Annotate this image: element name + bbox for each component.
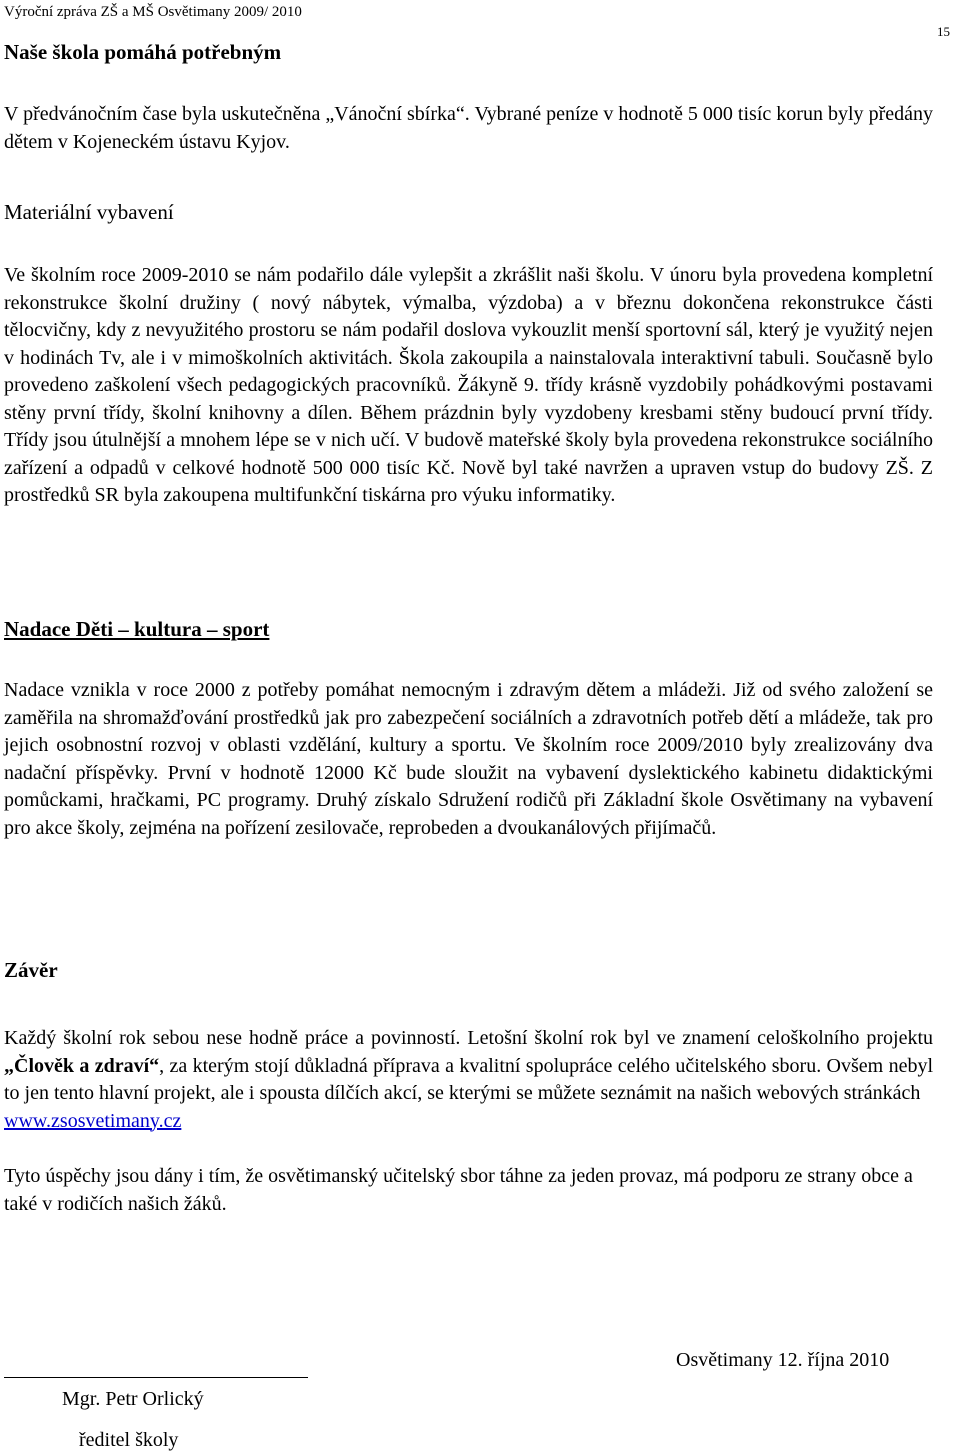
page-number: 15 (937, 24, 950, 39)
running-header: Výroční zpráva ZŠ a MŠ Osvětimany 2009/ 2010 (4, 4, 302, 20)
signature-line (4, 1377, 308, 1378)
conclusion-text-end: , za kterým stojí důkladná příprava a kvalitní spolupráce celého učitelského sboru. Ovšem nebyl to jen tento hlavní projekt, ale i spousta dílčích akcí, se kterými se můžete seznámit na našich webových stránkách (4, 1054, 934, 1104)
conclusion-text-start: Každý školní rok sebou nese hodně práce a povinností. Letošní školní rok byl ve znamení celoškolního projektu (4, 1027, 933, 1049)
section-heading-help: Naše škola pomáhá potřebným (4, 40, 282, 64)
paragraph-foundation: Nadace vznikla v roce 2000 z potřeby pomáhat nemocným i zdravým dětem a mládeži. Již od svého založení se zaměřila na shromažďování prostředků jak pro zabezpečení sociálních a zdravotních potřeb dětí a mládeže, tak pro jejich osobnostní rozvoj v oblasti vzdělání, kultury a sportu. Ve školním roce 2009/2010 byly zrealizovány dva nadační příspěvky. První v hodnotě 12000 Kč bude sloužit na vybavení dyslektického kabinetu didaktickými pomůckami, hračkami, PC programy. Druhý získalo Sdružení rodičů při Základní škole Osvětimany na vybavení pro akce školy, zejména na pořízení zesilovače, reprobeden a dvoukanálových přijímačů. (4, 679, 933, 839)
paragraph-conclusion (4, 1025, 933, 1135)
project-name: „Člověk a zdraví“ (4, 1054, 160, 1077)
paragraph-equipment: Ve školním roce 2009-2010 se nám podařilo dále vylepšit a zkrášlit naši školu. V únoru byla provedena kompletní rekonstrukce školní družiny ( nový nábytek, výmalba, výzdoba) a v březnu dokončena rekonstrukce části tělocvičny, kdy z nevyužitého prostoru se nám podařil doslova vykouzlit menší sportovní sál, který je využitý nejen v hodinách Tv, ale i v mimoškolních aktivitách. Škola zakoupila a nainstalovala interaktivní tabuli. Současně bylo provedeno zaškolení všech pedagogických pracovníků. Žákyně 9. třídy krásně vyzdobily pohádkovými postavami stěny první třídy, školní knihovny a dílen. Během prázdnin byly vyzdobeny kresbami stěny budoucí první třídy. Třídy jsou útulnější a mnohem lépe se v nich učí. V budově mateřské školy byla provedena rekonstrukce sociálního zařízení a odpadů v celkové hodnotě 500 000 tisíc Kč. Nově byl také navržen a upraven vstup do budovy ZŠ. Z prostředků SR byla zakoupena multifunkční tiskárna pro výuku informatiky. (4, 264, 933, 506)
paragraph-help: V předvánočním čase byla uskutečněna „Vánoční sbírka“. Vybrané peníze v hodnotě 5 000 tisíc korun byly předány dětem v Kojeneckém ústavu Kyjov. (4, 103, 933, 153)
section-heading-equipment: Materiální vybavení (4, 200, 174, 224)
signatory-title: ředitel školy (79, 1429, 179, 1451)
website-link[interactable]: www.zsosvetimany.cz (4, 1109, 182, 1132)
section-heading-foundation: Nadace Děti – kultura – sport (4, 617, 270, 641)
section-heading-conclusion: Závěr (4, 958, 58, 982)
signatory-name: Mgr. Petr Orlický (62, 1388, 204, 1410)
place-date: Osvětimany 12. října 2010 (676, 1349, 890, 1371)
paragraph-conclusion-2: Tyto úspěchy jsou dány i tím, že osvětimanský učitelský sbor táhne za jeden provaz, má podporu ze strany obce a také v rodičích našich žáků. (4, 1165, 913, 1215)
